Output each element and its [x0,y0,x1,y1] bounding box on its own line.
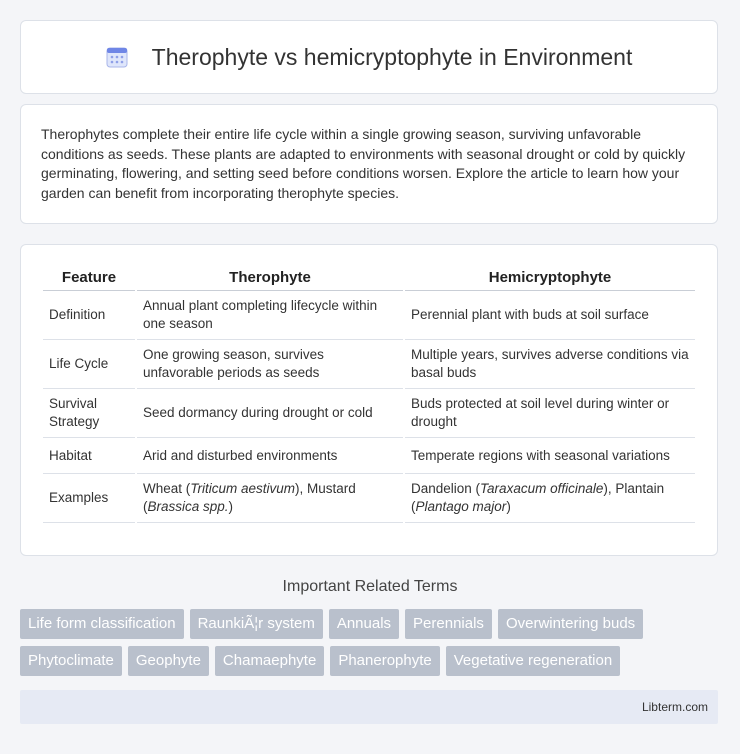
therophyte-cell: Seed dormancy during drought or cold [137,389,403,438]
related-term-tag[interactable]: Vegetative regeneration [446,646,620,676]
related-terms-title: Important Related Terms [282,578,458,595]
hemicryptophyte-cell: Dandelion (Taraxacum officinale), Plantain (Plantago major) [405,474,695,523]
hemicryptophyte-cell: Multiple years, survives adverse conditions via basal buds [405,340,695,389]
table-row [43,474,695,523]
header-therophyte: Therophyte [137,263,403,291]
feature-cell: Definition [43,291,135,340]
intro-text: Therophytes complete their entire life cycle within a single growing season, surviving unfavorable conditions as seeds. These plants are adapted to environments with seasonal drought or cold by quickly germinating, flowering, and setting seed before conditions worsen. Explore the article to learn how your garden can benefit from incorporating therophyte species. [41,126,686,201]
feature-cell: Survival Strategy [43,389,135,438]
intro-card [20,104,718,224]
footer-site-link[interactable]: Libterm.com [641,700,708,714]
calendar-icon [106,46,128,68]
related-term-tag[interactable]: Life form classification [20,609,184,639]
therophyte-cell: Arid and disturbed environments [137,438,403,474]
feature-cell: Habitat [43,438,135,474]
related-term-tag[interactable]: Geophyte [128,646,209,676]
related-term-tag[interactable]: Overwintering buds [498,609,643,639]
therophyte-cell: Annual plant completing lifecycle within one season [137,291,403,340]
hemicryptophyte-cell: Temperate regions with seasonal variations [405,438,695,474]
hemicryptophyte-cell: Buds protected at soil level during winter or drought [405,389,695,438]
hemicryptophyte-cell: Perennial plant with buds at soil surface [405,291,695,340]
comparison-card [20,244,718,556]
table-header-row [43,263,695,291]
related-term-tag[interactable]: RaunkiÃ¦r system [190,609,323,639]
footer [20,690,718,724]
related-term-tag[interactable]: Chamaephyte [215,646,324,676]
related-term-tag[interactable]: Phanerophyte [330,646,439,676]
therophyte-cell: Wheat (Triticum aestivum), Mustard (Brassica spp.) [137,474,403,523]
header-hemicryptophyte: Hemicryptophyte [405,263,695,291]
table-row [43,340,695,389]
related-term-tag[interactable]: Perennials [405,609,492,639]
page-title: Therophyte vs hemicryptophyte in Environment [151,43,633,70]
related-term-tag[interactable]: Annuals [329,609,399,639]
header-feature: Feature [43,263,135,291]
feature-cell: Examples [43,474,135,523]
comparison-table [41,263,697,523]
table-row [43,291,695,340]
table-row [43,438,695,474]
related-term-tag[interactable]: Phytoclimate [20,646,122,676]
related-terms-list [20,609,720,676]
therophyte-cell: One growing season, survives unfavorable periods as seeds [137,340,403,389]
title-card [20,20,718,94]
table-row [43,389,695,438]
feature-cell: Life Cycle [43,340,135,389]
